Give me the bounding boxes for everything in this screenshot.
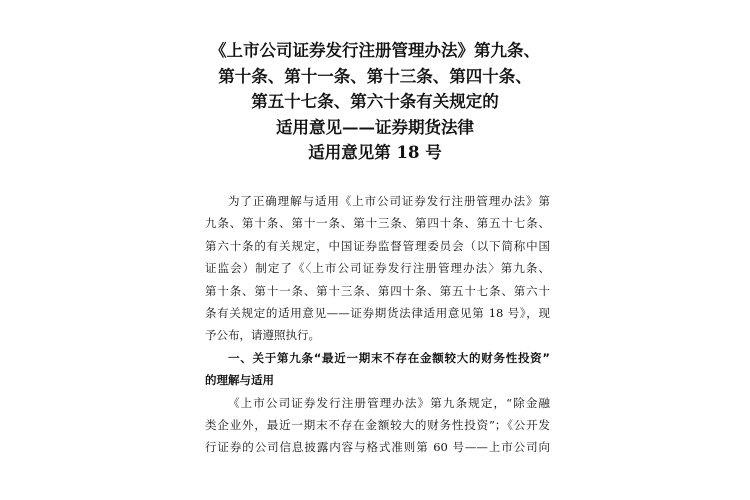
document-title — [150, 38, 600, 166]
heading-line: 一、关于第九条“最近一期末不存在金额较大的财务性投资” — [228, 350, 550, 365]
paragraph-line: 第六十条的有关规定，中国证券监督管理委员会（以下简称中国 — [205, 238, 550, 253]
title-line: 适用意见第 18 号 — [308, 143, 442, 162]
paragraph-line: 条有关规定的适用意见——证券期货法律适用意见第 18 号》，现 — [205, 305, 550, 320]
paragraph-line: 类企业外，最近一期末不存在金额较大的财务性投资”；《公开发 — [205, 417, 550, 432]
paragraph-line: 予公布，请遵照执行。 — [205, 328, 320, 343]
paragraph-line: 九条、第十条、第十一条、第十三条、第四十条、第五十七条、 — [205, 216, 550, 231]
section-heading — [205, 347, 550, 392]
title-line: 适用意见——证券期货法律 — [276, 117, 474, 137]
title-line: 第十条、第十一条、第十三条、第四十条、 — [218, 66, 532, 86]
heading-line: 的理解与适用 — [205, 373, 274, 388]
section-paragraph — [205, 392, 550, 459]
title-line: 第五十七条、第六十条有关规定的 — [251, 92, 499, 111]
paragraph-line: 证监会）制定了《〈上市公司证券发行注册管理办法〉第九条、 — [205, 261, 550, 276]
document-body — [205, 190, 550, 459]
intro-paragraph — [205, 190, 550, 347]
paragraph-line: 为了正确理解与适用《上市公司证券发行注册管理办法》第 — [228, 194, 550, 208]
paragraph-line: 行证券的公司信息披露内容与格式准则第 60 号——上市公司向 — [205, 440, 550, 455]
title-line: 《上市公司证券发行注册管理办法》第九条、 — [210, 41, 540, 60]
paragraph-line: 第十条、第十一条、第十三条、第四十条、第五十七条、第六十 — [205, 283, 550, 298]
paragraph-line: 《上市公司证券发行注册管理办法》第九条规定，“除金融 — [228, 395, 550, 410]
